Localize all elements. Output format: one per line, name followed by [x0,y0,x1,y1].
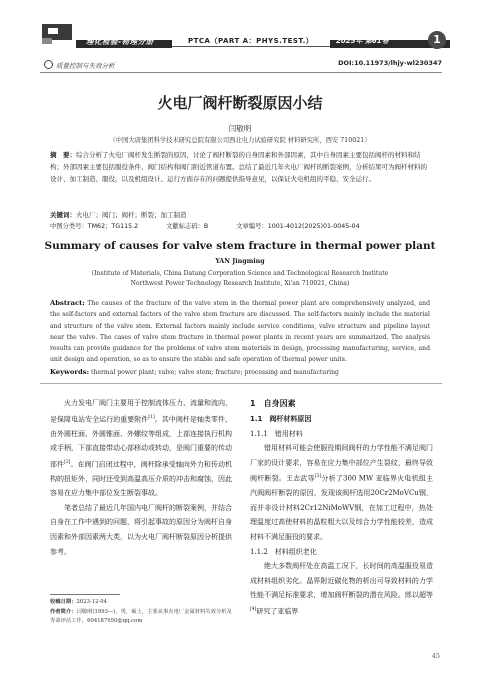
journal-series: PTCA（PART A：PHYS.TEST.） [188,37,314,45]
citation: [2] [64,459,71,465]
body-paragraph: 笔者总结了最近几年国内电厂阀杆的断裂案例，并结合自身在工作中遇到的问题，将引起事故的原因分为阀杆自身因素和外部因素两大类，以为火电厂阀杆断裂原因分析提供参考。 [50,503,232,556]
clc-number: 中图分类号：TM62；TG115.2 [50,223,139,230]
body-paragraph [250,559,433,619]
journal-logo-icon [40,22,76,44]
page-number: 45 [431,652,440,660]
subsection-heading: 1.1 阀杆材料原因 [250,415,312,423]
year-issue: 2025年 第61卷 [336,37,389,45]
affiliation-en: (Institute of Materials, China Datang Corporation Science and Technological Research Institute Northwest Power Technology Research Institute, Xi'an 710021, China) [91,270,389,287]
footnote-divider [50,594,120,595]
document-code: 文献标志码：B [166,223,209,230]
issue-number-badge: 1 [428,31,446,49]
abstract-en [50,298,430,366]
classification-meta [50,221,430,233]
body-paragraph [250,441,433,544]
title-en: Summary of causes for valve stem fracture in thermal power plant [44,240,436,252]
text-span: 。其中阀杆是轴类零件，由外圆柱面、外圆锥面、外螺纹等组成，上部连接执行机构或手柄，下部直接带动心部移动或转动，是阀门重要的传动部件 [50,414,233,469]
text-span: 。在阀门启闭过程中，阀杆除承受轴向外力和传动机构的扭矩外，同时还受到高温高压介质的冲击和腐蚀，因此容易在应力集中部位发生断裂事故。 [50,460,233,498]
received-label: 收稿日期： [50,599,77,605]
keywords-en-text: thermal power plant; valve; valve stem; fracture; processing and manufacturing [91,369,339,376]
text-span: 错用材料可能会使服役期间阀杆的力学性能不满足阀门厂家的设计要求，容易在应力集中部位产生裂纹，最终导致阀杆断裂。王志武等 [250,444,433,483]
column-tag [44,60,115,70]
abstract-en-text: The causes of the fracture of the valve stem in the thermal power plant are comprehensively analyzed, and the self-factors and external factors of the valve stem fracture are discussed. The self-factors mainly include the material and structure of the valve stem. External factors mainly include service conditions, valve structure and pipeline layout near the valve. The cases of valve stem fracture in thermal power plants in recent years are summarized. The analysis results can provide guidance for the problems of valve stem materials in design, processing manufacturing, service, and unit design and operation, so as to ensure the stable and safe operation of thermal power units. [50,300,430,364]
section-heading: 1 自身因素 [250,399,296,408]
affiliation-cn: （中国大唐集团科学技术研究总院有限公司西北电力试验研究院 材料研究所，西安 710021） [109,137,371,144]
citation: [4] [250,607,257,613]
doi: DOI:10.11973/lhjy-wl230347 [338,59,442,67]
subsubsection-heading: 1.1.1 错用材料 [250,429,303,438]
keywords-cn-text: 火电厂；阀门；阀杆；断裂；加工制造 [76,211,187,219]
text-span: 研究了亚临界 [256,607,299,616]
citation: [3] [314,474,322,480]
keywords-en-label: Keywords: [50,368,90,376]
keywords-cn [50,209,430,221]
keywords-en [50,368,430,376]
column-mark-icon [44,60,53,69]
author-bio-value: 闫敬明(1993—)，男，硕士，主要从事火电厂金属材料失效分析及寿命评估工作，604187950@qq.com [50,608,232,624]
body-paragraph [50,396,232,501]
abstract-en-label: Abstract: [50,299,85,307]
subsubsection-heading: 1.1.2 材料组织老化 [250,547,317,556]
author-bio [50,608,232,627]
article-number: 文章编号：1001-4012(2025)01-0045-04 [236,223,360,230]
footnote [50,598,232,627]
text-span: 绝大多数阀杆处在高温工况下，长时间的高温服役易造成材料组织劣化。晶界附近碳化物的析出可导致材料的力学性能不满足标准要求，增加阀杆断裂的潜在风险。郎以超等 [250,562,433,600]
text-span: 分析了300 MW 亚临界火电机组主汽阀阀杆断裂的原因，发现该阀杆选用20Cr2MoVCu钢，而并非设计材料2Cr12NiMoWV钢，在加工过程中，热处理温度过高使材料的晶粒粗大以及综合力学性能较差，造成材料不满足服役的要求。 [250,474,433,542]
abstract-cn-text: 综合分析了火电厂阀杆发生断裂的原因，讨论了阀杆断裂的自身因素和外部因素，其中自身因素主要包括阀杆的材料和结构；外部因素主要包括服役条件、阀门结构和阀门附近管道布置。总结了最近几年火电厂阀杆的断裂案例，分析结果可为阀杆材料的设计、加工制造、服役，以及机组设计、运行方面存在的问题提供指导意见，以保证火电机组的平稳、安全运行。 [50,151,427,183]
body-left-column [50,396,232,559]
author-bio-label: 作者简介： [50,608,77,615]
received-value: 2023-12-04 [76,599,108,605]
abstract-cn-label: 摘 要： [50,151,76,159]
abstract-cn [50,149,430,185]
received-date [50,598,232,608]
abstract-divider [40,383,442,384]
author-en: YAN Jingming [215,258,265,265]
author-cn: 闫敬明 [228,124,252,133]
header-divider [40,72,442,73]
column-name: 质量控制与失效分析 [56,62,115,70]
citation: [1] [148,414,155,420]
keywords-cn-label: 关键词： [50,211,76,219]
journal-name: 理化检验-物理分册 [86,37,154,46]
body-right-column [250,396,433,619]
title-cn: 火电厂阀杆断裂原因小结 [157,94,323,112]
text-span: 火力发电厂阀门主要用于控制流体压力、流量和流向，是保障电站安全运行的重要附件 [50,399,232,423]
